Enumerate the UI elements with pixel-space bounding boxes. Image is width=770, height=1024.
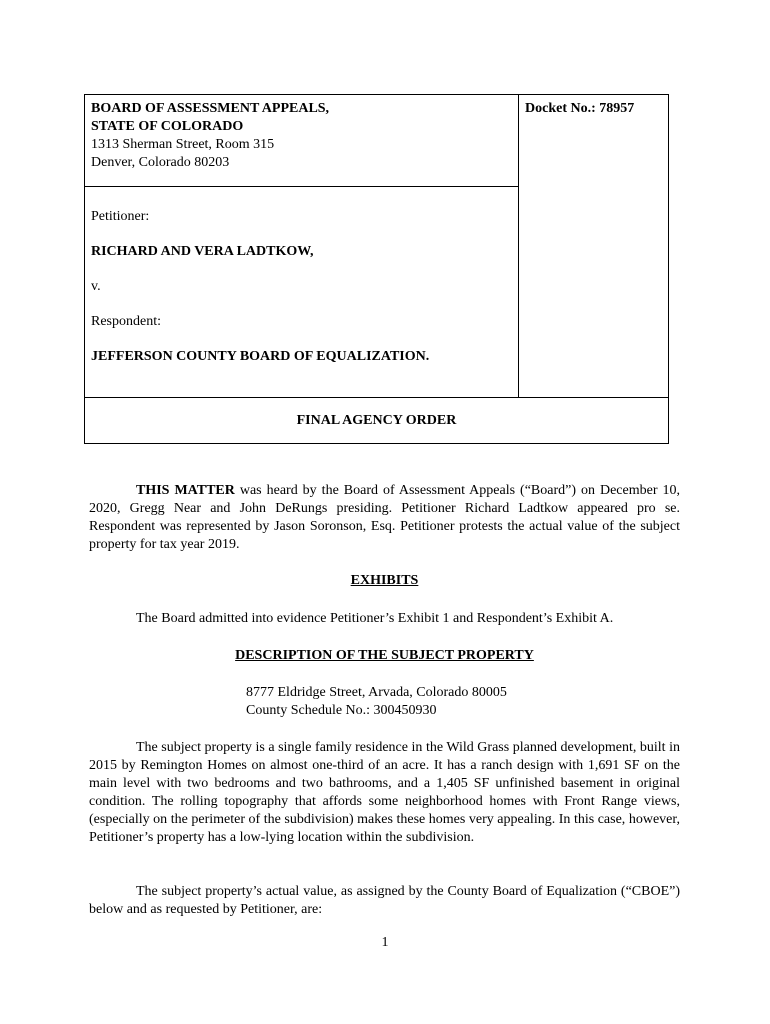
court-name-line1: BOARD OF ASSESSMENT APPEALS, (91, 101, 330, 116)
respondent-name: JEFFERSON COUNTY BOARD OF EQUALIZATION. (91, 349, 430, 364)
property-address: 8777 Eldridge Street, Arvada, Colorado 80005 (246, 685, 507, 700)
respondent-label: Respondent: (91, 314, 161, 329)
parties-cell (85, 187, 519, 398)
description-text-1: The subject property is a single family residence in the Wild Grass planned development, built in 2015 by Remington Homes on almost one-third of an acre. It has a ranch design with 1,691 SF on the main level with two bedrooms and two bathrooms, and a 1,405 SF unfinished basement in original condition. The rolling topography that affords some neighborhood homes with Front Range views, (especially on the perimeter of the subdivision) makes these homes very appealing. In this case, however, Petitioner’s property has a low-lying location within the subdivision. (89, 740, 680, 845)
intro-lead: THIS MATTER (136, 483, 235, 498)
exhibits-heading: EXHIBITS (350, 573, 419, 588)
court-address-line2: Denver, Colorado 80203 (91, 155, 230, 170)
exhibits-text: The Board admitted into evidence Petitioner’s Exhibit 1 and Respondent’s Exhibit A. (136, 611, 614, 626)
court-address-line1: 1313 Sherman Street, Room 315 (91, 137, 275, 152)
order-title: FINAL AGENCY ORDER (296, 413, 457, 428)
petitioner-name: RICHARD AND VERA LADTKOW, (91, 244, 314, 259)
versus-text: v. (91, 279, 101, 294)
court-info-cell (85, 95, 519, 187)
page-number: 1 (381, 935, 389, 950)
petitioner-label: Petitioner: (91, 209, 150, 224)
county-schedule-number: County Schedule No.: 300450930 (246, 703, 437, 718)
docket-label: Docket No.: (525, 101, 596, 116)
intro-text: was heard by the Board of Assessment Appeals (“Board”) on December 10, 2020, Gregg Near and John DeRungs presiding. Petitioner Richard Ladtkow appeared pro se. Respondent was represented by Jason Soronson, Esq. Petitioner protests the actual value of the subject property for tax year 2019. (89, 483, 680, 552)
case-caption (84, 94, 669, 444)
docket-cell (519, 95, 669, 398)
exhibits-paragraph (89, 610, 680, 628)
description-text-2: The subject property’s actual value, as assigned by the County Board of Equalization (“CBOE”) below and as requested by Petitioner, are: (89, 884, 680, 917)
description-heading: DESCRIPTION OF THE SUBJECT PROPERTY (235, 648, 534, 663)
intro-paragraph (89, 482, 680, 554)
description-paragraph-1 (89, 739, 680, 847)
description-paragraph-2 (89, 883, 680, 919)
docket-number: 78957 (599, 101, 635, 116)
court-name-line2: STATE OF COLORADO (91, 119, 244, 134)
